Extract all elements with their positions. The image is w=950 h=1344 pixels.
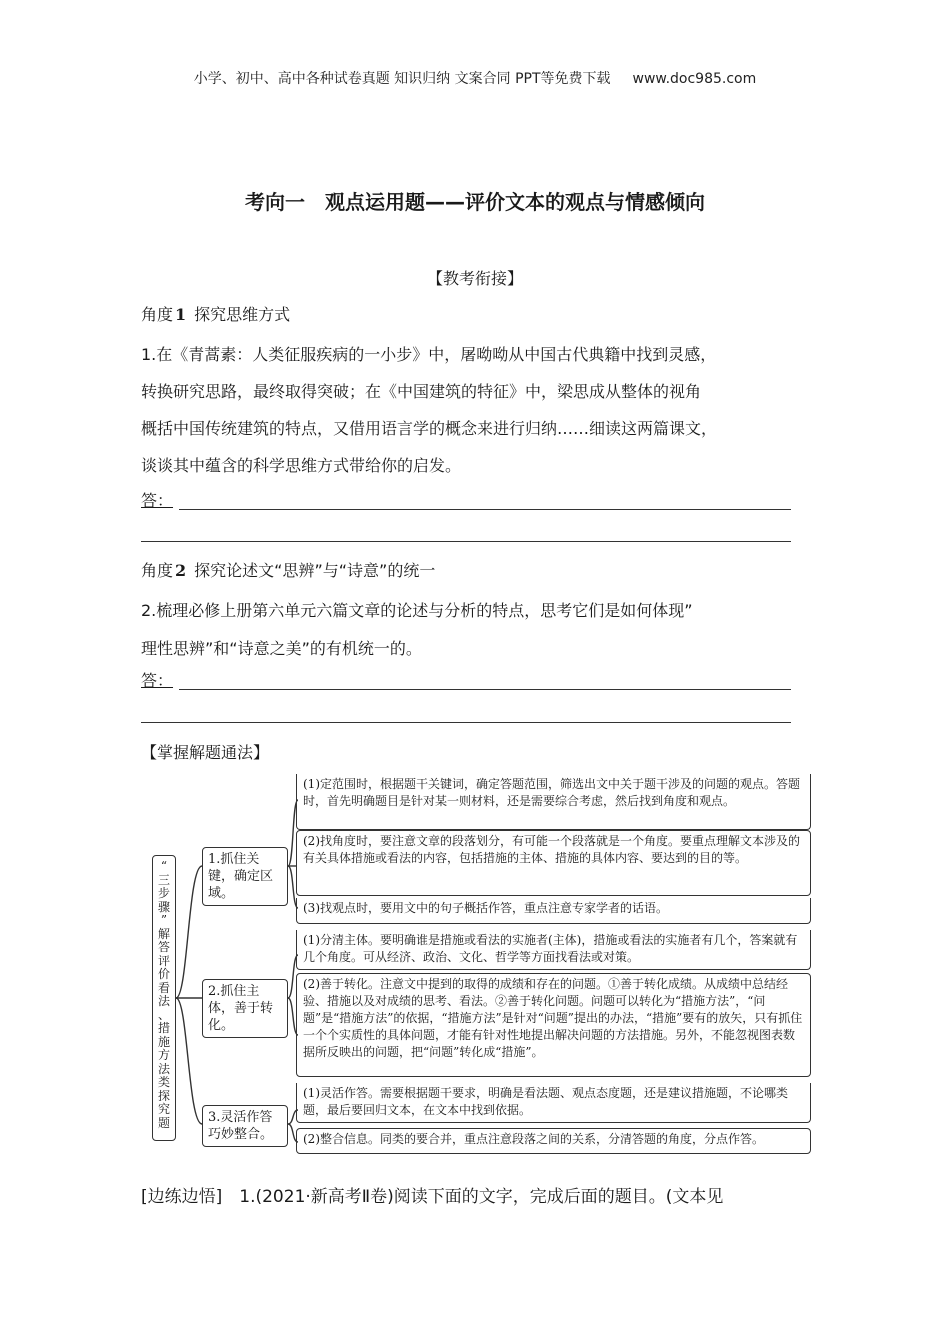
answer-2-field[interactable] [141,668,791,692]
answer-1-field[interactable] [141,488,791,512]
step-1-item-3: (3)找观点时，要用文中的句子概括作答，重点注意专家学者的话语。 [296,898,811,924]
answer-label: 答： [141,671,174,690]
root-label-box: “ 三 步 骤 ” 解 答 评 价 看 法 、 措 施 方 法 类 探 究 题 [152,855,176,1141]
method-heading: 【掌握解题通法】 [141,743,270,762]
page-header [0,68,950,88]
step-2-box: 2.抓住主体，善于转化。 [202,979,288,1038]
step-2-item-2: (2)善于转化。注意文中提到的取得的成绩和存在的问题。①善于转化成绩。从成绩中总结经验、措施以及对成绩的思考、看法。②善于转化问题。问题可以转化为“措施方法”，“问题”是“措施方法”的依据，“措施方法”是针对“问题”提出的办法，“措施”要有的放矢，只有抓住一个个实质性的具体问题，才能有针对性地提出解决问题的方法措施。另外，不能忽视图表数据所反映出的问题，把“问题”转化成“措施”。 [296,973,811,1077]
question-2-line-2: 理性思辨”和“诗意之美”的有机统一的。 [141,639,422,658]
step-3-item-1: (1)灵活作答。需要根据题干要求，明确是看法题、观点态度题，还是建议措施题，不论哪类题，最后要回归文本，在文本中找到依据。 [296,1083,811,1123]
angle-2-heading: 角度 2 探究论述文“思辨”与“诗意”的统一 [141,561,436,580]
step-1-item-2: (2)找角度时，要注意文章的段落划分，有可能一个段落就是一个角度。要重点理解文本涉及的有关具体措施或看法的内容，包括措施的主体、措施的具体内容、要达到的目的等。 [296,830,811,896]
question-1-line-2: 转换研究思路，最终取得突破；在《中国建筑的特征》中，梁思成从整体的视角 [141,382,702,401]
header-text: 小学、初中、高中各种试卷真题 知识归纳 文案合同 PPT等免费下载 [193,71,611,87]
answer-label: 答： [141,491,174,510]
step-1-box: 1.抓住关键，确定区域。 [202,847,288,906]
answer-1-extra-line[interactable] [141,541,791,542]
header-site-link[interactable]: www.doc985.com [632,71,757,87]
step-1-item-1: (1)定范围时，根据题干关键词，确定答题范围，筛选出文中关于题干涉及的问题的观点。答题时，首先明确题目是针对某一则材料，还是需要综合考虑，然后找到角度和观点。 [296,774,811,830]
question-2-line-1: 2.梳理必修上册第六单元六篇文章的论述与分析的特点，思考它们是如何体现” [141,601,693,620]
page-title: 考向一 观点运用题——评价文本的观点与情感倾向 [245,190,705,214]
practice-line: [边练边悟] 1.(2021·新高考Ⅱ卷)阅读下面的文字，完成后面的题目。(文本见 [141,1187,724,1207]
step-3-box: 3.灵活作答巧妙整合。 [202,1105,288,1147]
question-1-line-4: 谈谈其中蕴含的科学思维方式带给你的启发。 [141,456,462,475]
step-3-item-2: (2)整合信息。同类的要合并，重点注意段落之间的关系，分清答题的角度，分点作答。 [296,1128,811,1154]
answer-2-extra-line[interactable] [141,722,791,723]
step-2-item-1: (1)分清主体。要明确谁是措施或看法的实施者(主体)，措施或看法的实施者有几个，答案就有几个角度。可从经济、政治、文化、哲学等方面找看法或对策。 [296,930,811,970]
question-1-line-3: 概括中国传统建筑的特点，又借用语言学的概念来进行归纳……细读这两篇课文， [141,419,718,438]
section-heading: 【教考衔接】 [426,269,523,288]
method-diagram [148,770,813,1155]
question-1-line-1: 1.在《青蒿素：人类征服疾病的一小步》中，屠呦呦从中国古代典籍中找到灵感， [141,345,717,364]
angle-1-heading: 角度 1 探究思维方式 [141,305,291,324]
